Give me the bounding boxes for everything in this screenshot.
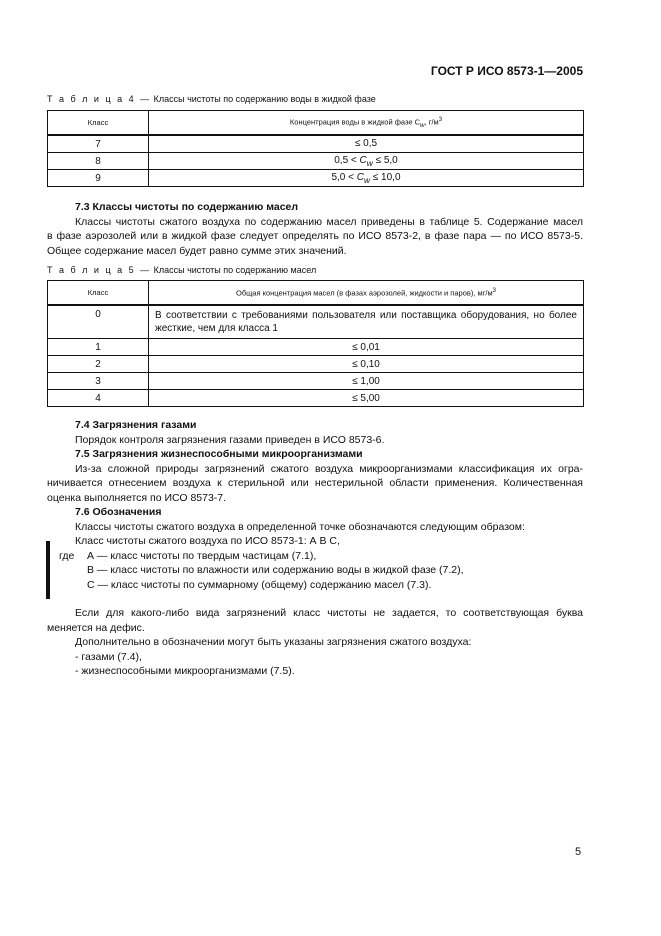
text-line: ничивается отнесением воздуха к стерильной или нестерильной области применения. Количественная: [47, 477, 583, 489]
table-row: [48, 135, 584, 153]
text-line: Из-за сложной природы загрязнений сжатого воздуха микроорганизмами классификация их огра-: [75, 462, 583, 475]
class-cell: 2: [48, 356, 149, 373]
value-cell: ≤ 1,00: [149, 373, 584, 390]
class-cell: 4: [48, 390, 149, 407]
section-7-3: [47, 200, 583, 258]
table-header-row: [48, 281, 584, 306]
col-class: Класс: [48, 281, 149, 306]
value-cell: ≤ 0,10: [149, 356, 584, 373]
table-row: [48, 373, 584, 390]
col-concentration: Концентрация воды в жидкой фазе $C_w$, $г/м^3$: [149, 111, 584, 136]
text-line: Общее содержание масел будет равно сумме этих значений.: [47, 244, 347, 257]
table-row: [48, 339, 584, 356]
table5-caption: [47, 265, 316, 275]
list-item: - газами (7.4),: [75, 650, 142, 663]
text-line: Если для какого-либо вида загрязнений класс чистоты не задается, то соответствующая буква: [75, 607, 583, 619]
formula-item: В — класс чистоты по влажности или содержанию воды в жидкой фазе (7.2),: [87, 564, 464, 576]
table-row: [48, 390, 584, 407]
caption-text: Классы чистоты по содержанию масел: [153, 265, 317, 275]
class-cell: 7: [48, 135, 149, 153]
table-header-row: [48, 111, 584, 136]
text-line: Порядок контроля загрязнения газами приведен в ИСО 8573-6.: [75, 433, 385, 446]
caption-prefix: Т а б л и ц а 5 —: [47, 265, 152, 275]
class-cell: 0: [48, 305, 149, 339]
page-number: 5: [575, 846, 582, 858]
table-row: [48, 305, 584, 339]
table-row: [48, 170, 584, 187]
col-oil-concentration: Общая концентрация масел (в фазах аэрозолей, жидкости и паров), $мг/м^3$: [149, 281, 584, 306]
value-cell: $5,0 < C_w \le 10,0$: [149, 170, 584, 187]
table4: [47, 110, 584, 187]
caption-text: Классы чистоты по содержанию воды в жидкой фазе: [153, 94, 376, 104]
text-line: Классы чистоты сжатого воздуха по содержанию масел приведены в таблице 5. Содержание масел: [75, 215, 583, 228]
document-header: ГОСТ Р ИСО 8573-1—2005: [430, 64, 583, 78]
table4-caption: [47, 94, 376, 104]
designation-notes: [47, 606, 583, 679]
formula-item: С — класс чистоты по суммарному (общему) содержанию масел (7.3).: [87, 578, 432, 591]
table-row: [48, 153, 584, 170]
value-cell: ≤ 0,5: [149, 135, 584, 153]
designation-formula: [47, 534, 583, 592]
text-line: меняется на дефис.: [47, 621, 145, 634]
section-heading: 7.5 Загрязнения жизнеспособными микроорганизмами: [75, 448, 363, 460]
item-text: А — класс чистоты по твердым частицам (7.1),: [87, 549, 317, 562]
where-label: где: [59, 549, 75, 562]
section-heading: 7.3 Классы чистоты по содержанию масел: [75, 201, 299, 213]
value-cell: $0,5 < C_w \le 5,0$: [149, 153, 584, 170]
class-cell: 3: [48, 373, 149, 390]
text-line: в фазе аэрозолей или в жидкой фазе следует определять по ИСО 8573-2, в фазе пара — по ИСО 8573-5.: [47, 230, 583, 242]
sections-7-4-7-6: [47, 418, 583, 534]
class-cell: 8: [48, 153, 149, 170]
section-heading: 7.6 Обозначения: [75, 506, 162, 518]
formula-item: [47, 549, 583, 564]
col-class: Класс: [48, 111, 149, 136]
value-cell: ≤ 0,01: [149, 339, 584, 356]
text-line: оценка выполняется по ИСО 8573-7.: [47, 491, 227, 504]
value-cell: В соответствии с требованиями пользователя или поставщика оборудования, но более жесткие, чем для класса 1: [149, 305, 584, 339]
value-cell: ≤ 5,00: [149, 390, 584, 407]
class-cell: 9: [48, 170, 149, 187]
list-item: - жизнеспособными микроорганизмами (7.5).: [75, 665, 295, 677]
text-line: Классы чистоты сжатого воздуха в определенной точке обозначаются следующим образом:: [75, 520, 525, 533]
table5: [47, 280, 584, 407]
class-cell: 1: [48, 339, 149, 356]
section-heading: 7.4 Загрязнения газами: [75, 419, 197, 431]
formula-line: Класс чистоты сжатого воздуха по ИСО 8573-1: А В С,: [75, 535, 340, 547]
caption-prefix: Т а б л и ц а 4 —: [47, 94, 152, 104]
table-row: [48, 356, 584, 373]
text-line: Дополнительно в обозначении могут быть указаны загрязнения сжатого воздуха:: [75, 636, 472, 648]
